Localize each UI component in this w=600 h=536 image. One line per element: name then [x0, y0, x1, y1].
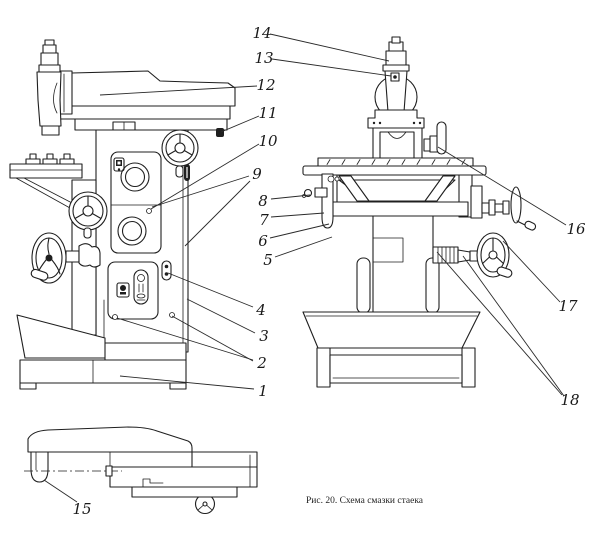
leader-line-14 — [270, 34, 389, 61]
detail-top-band — [28, 427, 192, 452]
detail-lower-band — [132, 487, 237, 497]
callout-9: 9 — [252, 165, 262, 183]
leader-line-6 — [270, 224, 329, 238]
callout-17: 17 — [558, 297, 578, 315]
vertical-head — [37, 40, 72, 135]
column-front — [357, 216, 439, 313]
oil-point-dot — [113, 315, 118, 320]
callout-14: 14 — [252, 24, 272, 42]
callout-10: 10 — [258, 132, 278, 150]
leader-line-7 — [271, 213, 324, 217]
leader-line-13 — [272, 59, 391, 76]
grease-fitting-pill — [162, 261, 171, 280]
callout-15: 15 — [72, 500, 92, 518]
crossfeed-screw — [471, 186, 537, 231]
head-mount — [368, 110, 424, 158]
callout-5: 5 — [263, 251, 273, 269]
callout-2: 2 — [257, 354, 267, 372]
figure-caption: Рис. 20. Схема смазки стаека — [306, 496, 424, 506]
leader-line-9 — [185, 181, 250, 246]
callout-1: 1 — [258, 382, 268, 400]
detail-nose — [31, 452, 48, 482]
callout-13: 13 — [254, 49, 274, 67]
handwheel-vertical-feed — [477, 233, 513, 278]
callout-16: 16 — [566, 220, 586, 238]
upper-panel — [111, 152, 161, 253]
knee-grease-fitting — [303, 188, 328, 198]
table-shelf — [10, 154, 82, 208]
detail-body — [110, 467, 257, 487]
overarm-detail-drawing — [24, 427, 257, 514]
base-front — [303, 312, 480, 387]
spindle-head — [375, 37, 417, 122]
callout-7: 7 — [259, 211, 269, 229]
knee — [332, 202, 468, 216]
callout-6: 6 — [258, 232, 268, 250]
callout-4: 4 — [256, 301, 266, 319]
leader-line-18 — [463, 256, 564, 396]
detail-right-band — [192, 452, 257, 467]
clamp-lever — [424, 122, 446, 154]
front-view-drawing — [303, 37, 537, 387]
saddle-clamp-bolt — [216, 128, 224, 137]
leader-line-15 — [44, 480, 77, 502]
leader-line-8 — [271, 195, 310, 199]
leader-line-5 — [275, 237, 332, 257]
callout-8: 8 — [258, 192, 268, 210]
side-view-drawing — [10, 40, 235, 389]
callout-3: 3 — [259, 327, 269, 345]
table — [303, 158, 486, 175]
callout-18: 18 — [560, 391, 580, 409]
callout-11: 11 — [258, 104, 278, 122]
callout-12: 12 — [256, 76, 276, 94]
